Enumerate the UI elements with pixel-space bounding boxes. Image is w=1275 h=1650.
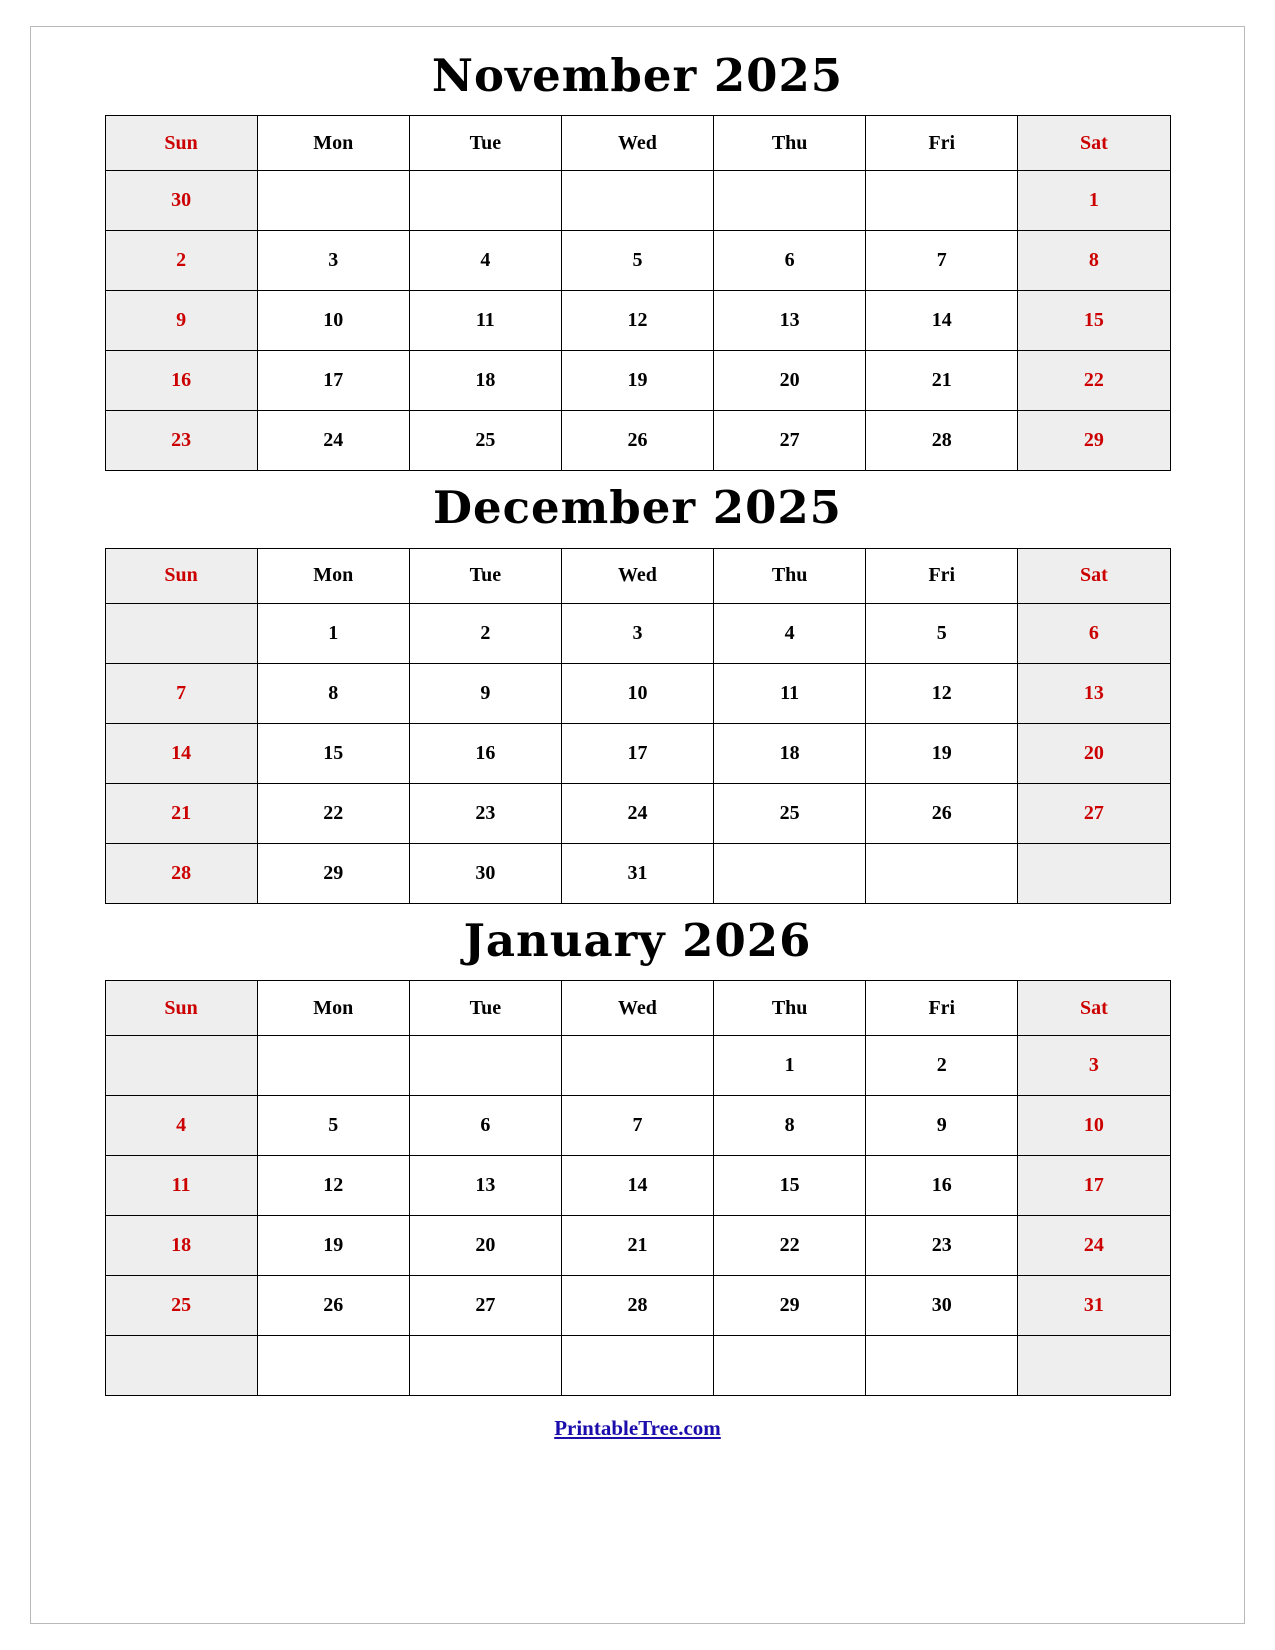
day-cell: 27 [1018,783,1170,843]
day-cell: 6 [1018,603,1170,663]
day-cell: 23 [105,411,257,471]
day-cell: 26 [561,411,713,471]
day-cell: 19 [866,723,1018,783]
month-block-january [75,910,1200,1396]
day-cell [105,603,257,663]
day-cell: 2 [409,603,561,663]
day-cell [714,1336,866,1396]
day-cell: 21 [561,1216,713,1276]
day-cell: 8 [714,1096,866,1156]
day-cell: 5 [257,1096,409,1156]
day-cell: 14 [561,1156,713,1216]
day-cell [866,1336,1018,1396]
day-cell: 13 [714,291,866,351]
day-cell: 16 [866,1156,1018,1216]
month-title: January 2026 [463,913,812,967]
day-cell: 8 [257,663,409,723]
week-row [105,723,1170,783]
day-cell: 21 [866,351,1018,411]
day-cell: 13 [1018,663,1170,723]
day-cell: 3 [257,231,409,291]
day-cell: 11 [105,1156,257,1216]
weekday-header-tue: Tue [409,548,561,603]
day-cell: 24 [1018,1216,1170,1276]
day-cell: 18 [105,1216,257,1276]
day-cell: 6 [409,1096,561,1156]
day-cell: 7 [105,663,257,723]
day-cell: 28 [561,1276,713,1336]
weekday-header-fri: Fri [866,981,1018,1036]
page-frame [30,26,1245,1624]
weekday-header-tue: Tue [409,981,561,1036]
day-cell: 31 [561,843,713,903]
week-row [105,1096,1170,1156]
weekday-header-mon: Mon [257,548,409,603]
day-cell: 16 [409,723,561,783]
weekday-header-sat: Sat [1018,548,1170,603]
weekday-header-thu: Thu [714,981,866,1036]
week-row [105,663,1170,723]
weekday-header-wed: Wed [561,981,713,1036]
day-cell: 19 [561,351,713,411]
day-cell [257,1336,409,1396]
day-cell: 22 [257,783,409,843]
day-cell [714,171,866,231]
day-cell [257,1036,409,1096]
day-cell: 10 [561,663,713,723]
day-cell: 24 [561,783,713,843]
week-row [105,603,1170,663]
day-cell: 31 [1018,1276,1170,1336]
day-cell: 20 [409,1216,561,1276]
weekday-header-fri: Fri [866,548,1018,603]
week-row [105,1336,1170,1396]
day-cell [866,171,1018,231]
weekday-header-row [105,548,1170,603]
week-row [105,411,1170,471]
day-cell: 29 [257,843,409,903]
day-cell: 1 [257,603,409,663]
day-cell: 14 [105,723,257,783]
week-row [105,1036,1170,1096]
day-cell: 22 [714,1216,866,1276]
day-cell: 1 [714,1036,866,1096]
weekday-header-fri: Fri [866,116,1018,171]
month-title: December 2025 [432,481,842,535]
day-cell: 6 [714,231,866,291]
day-cell: 23 [866,1216,1018,1276]
day-cell: 15 [714,1156,866,1216]
page-footer [75,1416,1200,1441]
day-cell: 29 [1018,411,1170,471]
day-cell: 15 [257,723,409,783]
day-cell [561,1336,713,1396]
week-row [105,843,1170,903]
day-cell: 2 [866,1036,1018,1096]
day-cell: 9 [105,291,257,351]
weekday-header-row [105,116,1170,171]
day-cell: 17 [561,723,713,783]
day-cell: 20 [714,351,866,411]
day-cell [561,1036,713,1096]
day-cell [561,171,713,231]
day-cell: 30 [105,171,257,231]
week-row [105,231,1170,291]
day-cell: 11 [714,663,866,723]
day-cell: 13 [409,1156,561,1216]
day-cell: 26 [866,783,1018,843]
day-cell: 20 [1018,723,1170,783]
day-cell: 23 [409,783,561,843]
calendar-table-january [105,980,1171,1396]
day-cell: 10 [257,291,409,351]
day-cell [409,1036,561,1096]
day-cell [257,171,409,231]
week-row [105,1216,1170,1276]
day-cell: 25 [714,783,866,843]
day-cell [409,171,561,231]
day-cell: 8 [1018,231,1170,291]
day-cell: 30 [866,1276,1018,1336]
day-cell: 7 [866,231,1018,291]
week-row [105,291,1170,351]
weekday-header-row [105,981,1170,1036]
day-cell: 25 [409,411,561,471]
week-row [105,783,1170,843]
day-cell: 24 [257,411,409,471]
day-cell: 27 [409,1276,561,1336]
weekday-header-sat: Sat [1018,981,1170,1036]
weekday-header-sat: Sat [1018,116,1170,171]
calendar-table-november [105,115,1171,471]
day-cell: 4 [714,603,866,663]
weekday-header-wed: Wed [561,116,713,171]
day-cell: 5 [561,231,713,291]
day-cell: 27 [714,411,866,471]
day-cell: 4 [105,1096,257,1156]
day-cell [409,1336,561,1396]
day-cell: 26 [257,1276,409,1336]
day-cell: 9 [409,663,561,723]
month-title: November 2025 [431,49,844,102]
day-cell: 19 [257,1216,409,1276]
day-cell: 28 [105,843,257,903]
day-cell [105,1036,257,1096]
day-cell [714,843,866,903]
weekday-header-thu: Thu [714,548,866,603]
week-row [105,171,1170,231]
day-cell: 1 [1018,171,1170,231]
day-cell: 5 [866,603,1018,663]
weekday-header-mon: Mon [257,116,409,171]
day-cell: 12 [866,663,1018,723]
day-cell: 21 [105,783,257,843]
weekday-header-sun: Sun [105,548,257,603]
week-row [105,1276,1170,1336]
day-cell [866,843,1018,903]
printabletree-link[interactable]: PrintableTree.com [554,1416,721,1441]
weekday-header-tue: Tue [409,116,561,171]
day-cell: 2 [105,231,257,291]
day-cell: 14 [866,291,1018,351]
weekday-header-wed: Wed [561,548,713,603]
day-cell: 25 [105,1276,257,1336]
weekday-header-sun: Sun [105,981,257,1036]
day-cell: 10 [1018,1096,1170,1156]
calendar-table-december [105,548,1171,904]
day-cell: 12 [257,1156,409,1216]
month-block-november [75,45,1200,471]
week-row [105,351,1170,411]
day-cell: 11 [409,291,561,351]
day-cell: 4 [409,231,561,291]
day-cell: 18 [409,351,561,411]
day-cell: 17 [257,351,409,411]
day-cell: 29 [714,1276,866,1336]
bottom-spacer [75,1441,1200,1613]
day-cell: 7 [561,1096,713,1156]
day-cell: 16 [105,351,257,411]
day-cell: 9 [866,1096,1018,1156]
weekday-header-mon: Mon [257,981,409,1036]
day-cell: 15 [1018,291,1170,351]
day-cell: 3 [561,603,713,663]
day-cell: 30 [409,843,561,903]
day-cell: 22 [1018,351,1170,411]
day-cell [1018,1336,1170,1396]
weekday-header-sun: Sun [105,116,257,171]
day-cell [105,1336,257,1396]
day-cell: 17 [1018,1156,1170,1216]
day-cell: 28 [866,411,1018,471]
day-cell: 3 [1018,1036,1170,1096]
week-row [105,1156,1170,1216]
day-cell [1018,843,1170,903]
day-cell: 12 [561,291,713,351]
day-cell: 18 [714,723,866,783]
weekday-header-thu: Thu [714,116,866,171]
month-block-december [75,477,1200,903]
